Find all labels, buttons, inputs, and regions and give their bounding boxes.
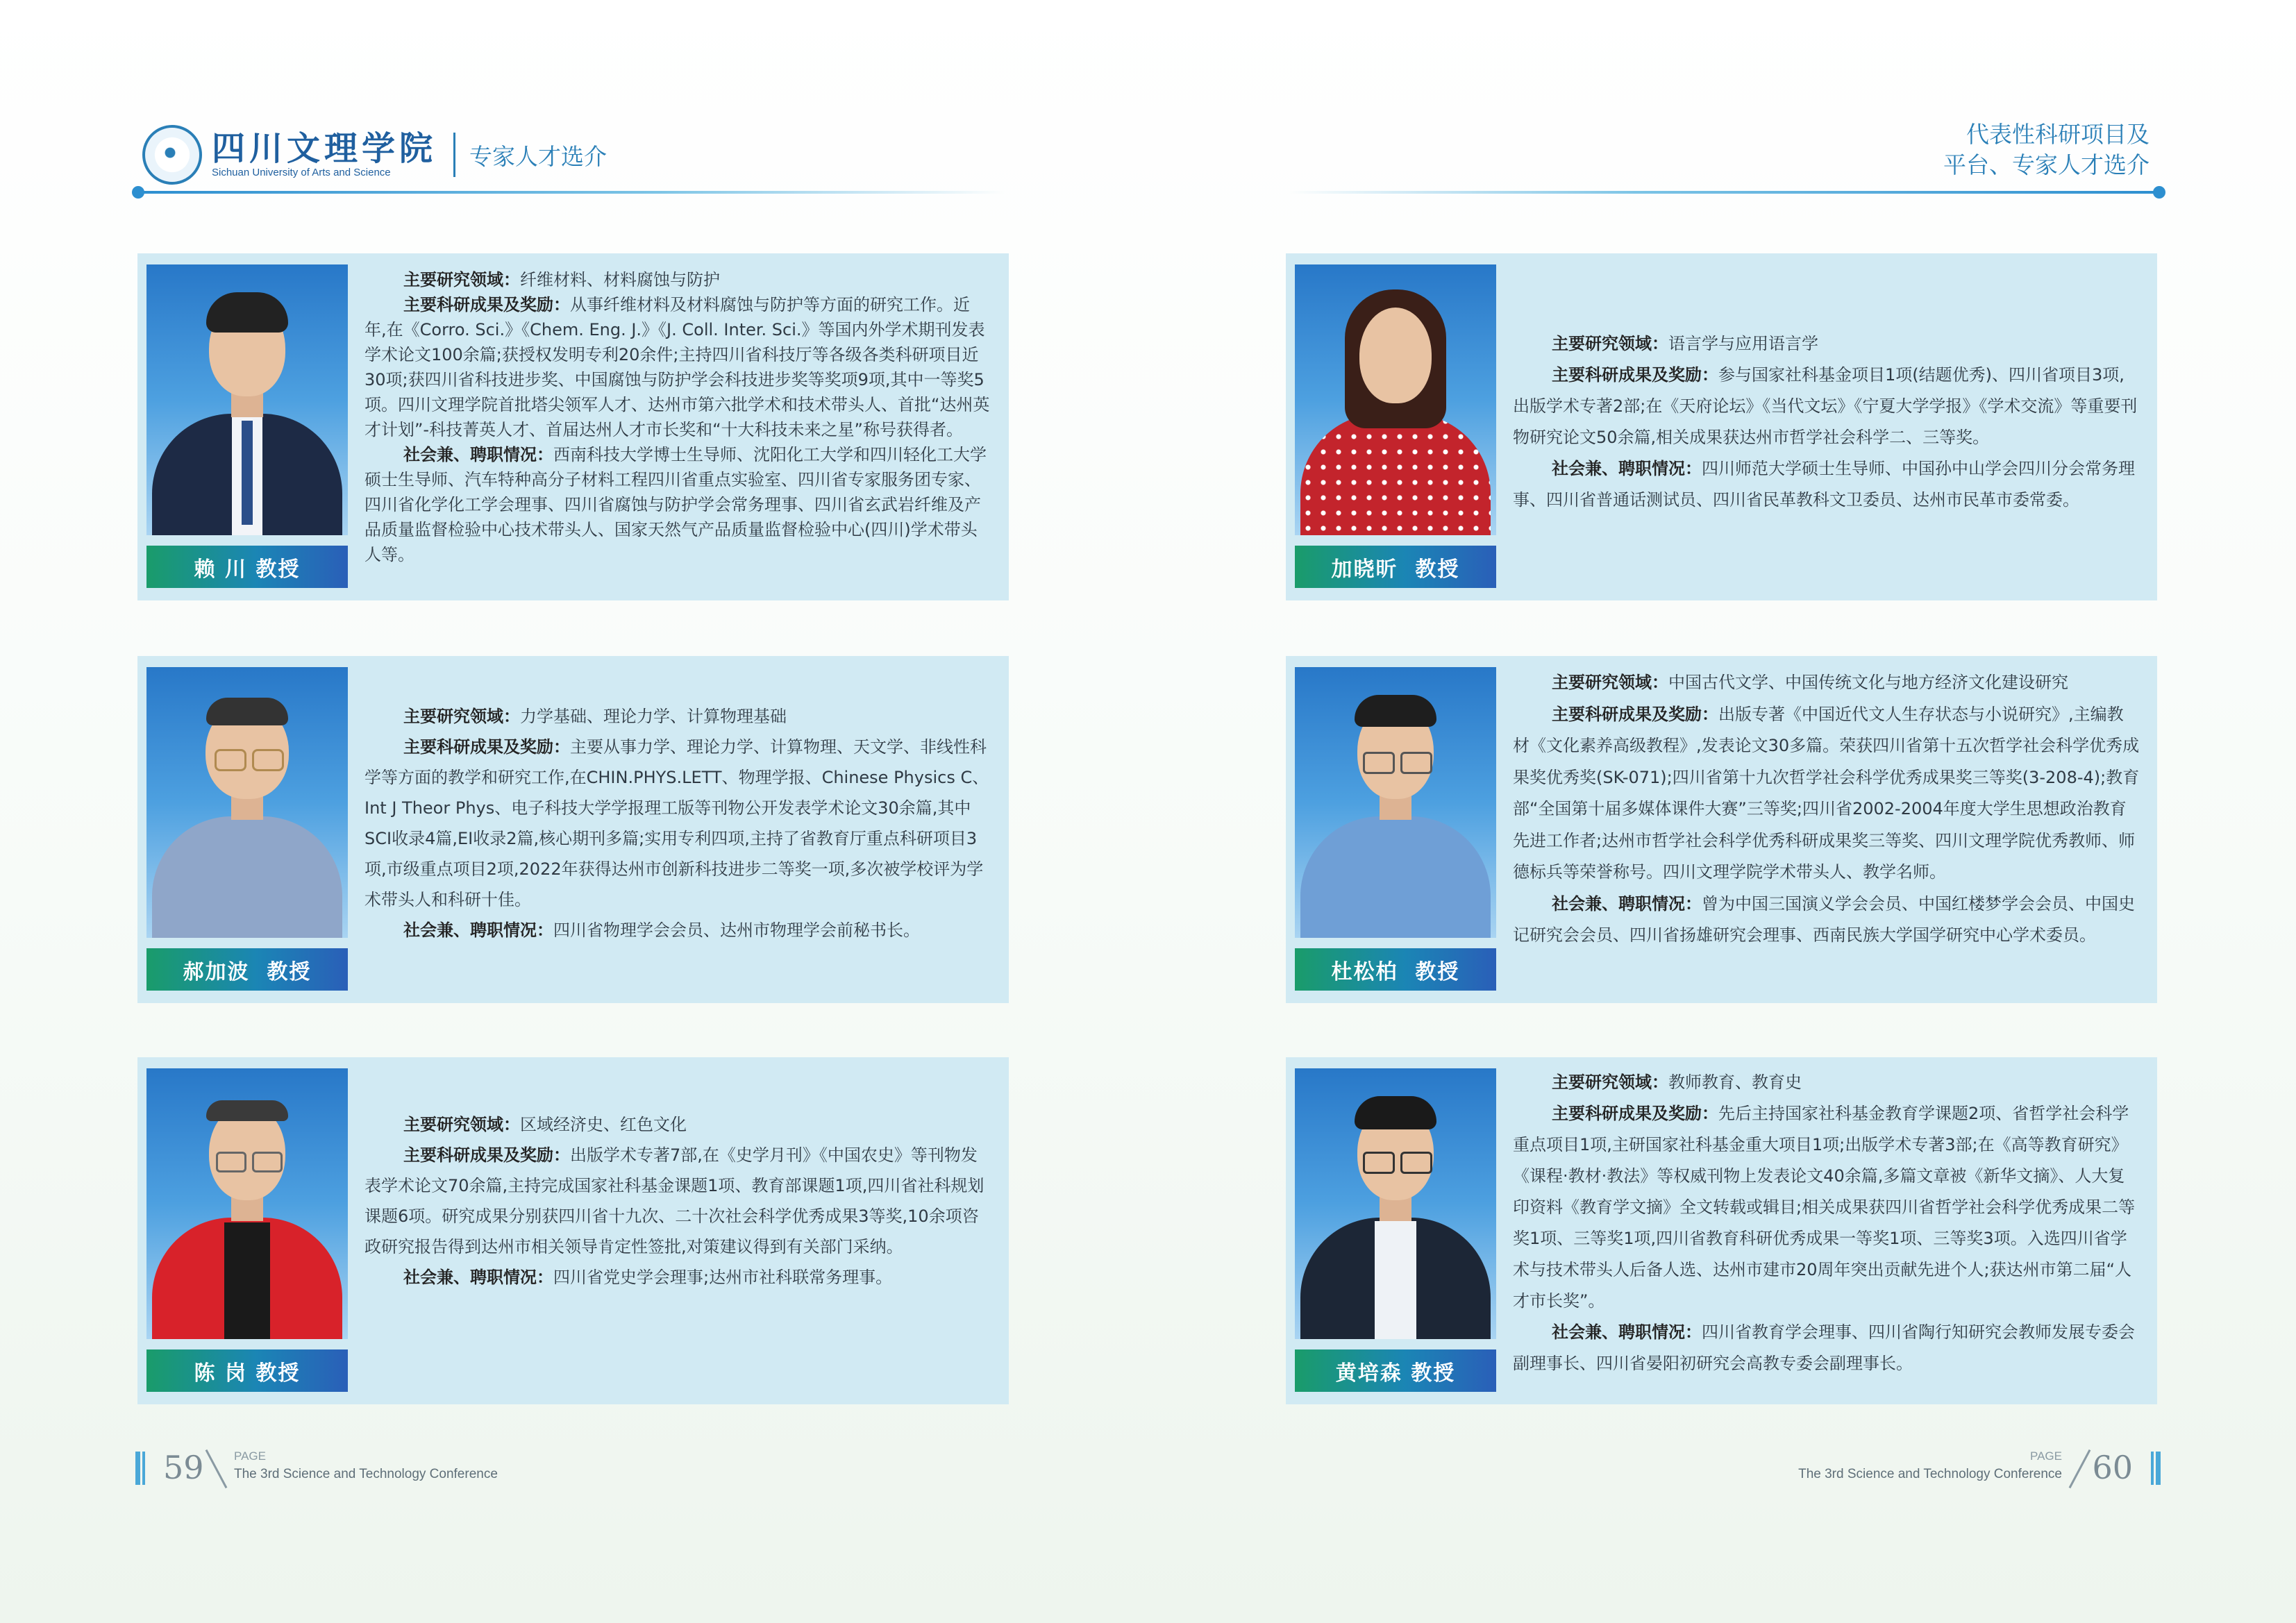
- page-label-left: PAGE: [234, 1449, 266, 1463]
- expert-portrait: [146, 667, 348, 938]
- expert-bio: 主要研究领域：区域经济史、红色文化 主要科研成果及奖励：出版学术专著7部,在《史学月刊》《中国农史》等刊物发表学术论文70余篇,主持完成国家社科基金课题1项、教育部课题1项,四川省社科规划课题6项。研究成果分别获四川省十九次、二十次社会科学优秀成果3等奖,10余项咨政研究报告得到达州市相关领导肯定性签批,对策建议得到有关部门采纳。 社会兼、聘职情况：四川省党史学会理事;达州市社科联常务理事。: [364, 1115, 984, 1287]
- expert-bio: 主要研究领域：纤维材料、材料腐蚀与防护 主要科研成果及奖励：从事纤维材料及材料腐蚀与防护等方面的研究工作。近年,在《Corro. Sci.》《Chem. Eng. J.》《J. Coll. Inter. Sci.》等国内外学术期刊发表学术论文100余篇;获授权发明专利20余件;主持四川省科技厅等各级各类科研项目近30项;获四川省科技进步奖、中国腐蚀与防护学会科技进步奖等奖项9项,其中一等奖5项。四川文理学院首批塔尖领军人才、达州市第六批学术和技术带头人、首批“达州英才计划”-科技菁英人才、首届达州人才市长奖和“十大科技未来之星”称号获得者。 社会兼、聘职情况：西南科技大学博士生导师、沈阳化工大学和四川轻化工大学硕士生导师、汽车特种高分子材料工程四川省重点实验室、四川省专家服务团专家、四川省化学化工学会理事、四川省腐蚀与防护学会常务理事、四川省玄武岩纤维及产品质量监督检验中心技术带头人、国家天然气产品质量监督检验中心(四川)学术带头人等。: [364, 270, 990, 564]
- expert-portrait: [146, 264, 348, 535]
- expert-bio: 主要研究领域：中国古代文学、中国传统文化与地方经济文化建设研究 主要科研成果及奖励：出版专著《中国近代文人生存状态与小说研究》,主编教材《文化素养高级教程》,发表论文30多篇。荣获四川省第十五次哲学社会科学优秀成果奖优秀奖(SK-071);四川省第十九次哲学社会科学优秀成果奖三等奖(3-208-4);教育部“全国第十届多媒体课件大赛”三等奖;四川省2002-2004年度大学生思想政治教育先进工作者;达州市哲学社会科学优秀科研成果奖三等奖、四川文理学院优秀教师、师德标兵等荣誉称号。四川文理学院学术带头人、教学名师。 社会兼、聘职情况：曾为中国三国演义学会会员、中国红楼梦学会会员、中国史记研究会会员、四川省扬雄研究会理事、西南民族大学国学研究中心学术委员。: [1513, 673, 2140, 945]
- expert-portrait: [146, 1068, 348, 1339]
- header-divider: [453, 133, 455, 177]
- expert-portrait: [1295, 264, 1496, 535]
- conference-name-left: The 3rd Science and Technology Conference: [234, 1467, 498, 1481]
- university-name-cn: 四川文理学院: [212, 129, 437, 168]
- footer-right: [1772, 1447, 2161, 1489]
- left-page-section-title: 专家人才选介: [469, 142, 607, 170]
- expert-name: 陈 岗 教授: [146, 1349, 348, 1392]
- expert-bio: 主要研究领域：语言学与应用语言学 主要科研成果及奖励：参与国家社科基金项目1项(结题优秀)、四川省项目3项,出版学术专著2部;在《天府论坛》《当代文坛》《宁夏大学学报》《学术交流》等重要刊物研究论文50余篇,相关成果获达州市哲学社会科学二、三等奖。 社会兼、聘职情况：四川师范大学硕士生导师、中国孙中山学会四川分会常务理事、四川省普通话测试员、四川省民革教科文卫委员、达州市民革市委常委。: [1513, 334, 2138, 510]
- expert-name: 杜松柏 教授: [1295, 948, 1496, 991]
- expert-name: 加晓昕 教授: [1295, 546, 1496, 588]
- university-name-en: Sichuan University of Arts and Science: [212, 167, 391, 178]
- page-label-right: PAGE: [2030, 1449, 2062, 1463]
- expert-name: 黄培森 教授: [1295, 1349, 1496, 1392]
- expert-portrait: [1295, 1068, 1496, 1339]
- conference-name-right: The 3rd Science and Technology Conference: [1798, 1467, 2062, 1481]
- footer-left: [135, 1447, 524, 1489]
- header-rule-right: [1288, 191, 2159, 194]
- footer-slash: [206, 1449, 228, 1488]
- expert-bio: 主要研究领域：力学基础、理论力学、计算物理基础 主要科研成果及奖励：主要从事力学、理论力学、计算物理、天文学、非线性科学等方面的教学和研究工作,在CHIN.PHYS.LETT、物理学报、Chinese Physics C、Int J Theor Phys、电子科技大学学报理工版等刊物公开发表学术论文30余篇,其中SCI收录4篇,EI收录2篇,核心期刊多篇;实用专利四项,主持了省教育厅重点科研项目3项,市级重点项目2项,2022年获得达州市创新科技进步二等奖一项,多次被学校评为学术带头人和科研十佳。 社会兼、聘职情况：四川省物理学会会员、达州市物理学会前秘书长。: [364, 707, 989, 940]
- university-seal-icon: [142, 125, 202, 185]
- page-number-left: 59: [163, 1449, 204, 1486]
- expert-name: 赖 川 教授: [146, 546, 348, 588]
- right-page-section-title: 代表性科研项目及 平台、专家人才选介: [1943, 121, 2150, 178]
- expert-card-hao-jiabo: [137, 656, 1009, 1003]
- expert-card-chen-gang: [137, 1057, 1009, 1404]
- expert-card-lai-chuan: [137, 253, 1009, 600]
- expert-card-du-songbai: [1286, 656, 2157, 1003]
- expert-portrait: [1295, 667, 1496, 938]
- header-line-dot-right: [2153, 186, 2165, 199]
- footer-slash: [2069, 1449, 2091, 1488]
- expert-card-jia-xiaoxin: [1286, 253, 2157, 600]
- expert-name: 郝加波 教授: [146, 948, 348, 991]
- expert-card-huang-peisen: [1286, 1057, 2157, 1404]
- footer-bars-icon: [2151, 1452, 2161, 1485]
- header-rule-left: [137, 191, 1005, 194]
- expert-bio: 主要研究领域：教师教育、教育史 主要科研成果及奖励：先后主持国家社科基金教育学课题2项、省哲学社会科学重点项目1项,主研国家社科基金重大项目1项;出版学术专著3部;在《高等教育研究》《课程·教材·教法》等权威刊物上发表论文40余篇,多篇文章被《新华文摘》、人大复印资料《教育学文摘》全文转载或辑目;相关成果获四川省哲学社会科学优秀成果二等奖1项、三等奖1项,四川省教育科研优秀成果一等奖1项、三等奖3项。入选四川省学术与技术带头人后备人选、达州市建市20周年突出贡献先进个人;获达州市第二届“人才市长奖”。 社会兼、聘职情况：四川省教育学会理事、四川省陶行知研究会教师发展专委会副理事长、四川省晏阳初研究会高教专委会副理事长。: [1513, 1073, 2136, 1373]
- page-number-right: 60: [2092, 1449, 2133, 1486]
- university-logo-block: [142, 125, 607, 185]
- footer-bars-icon: [135, 1452, 147, 1485]
